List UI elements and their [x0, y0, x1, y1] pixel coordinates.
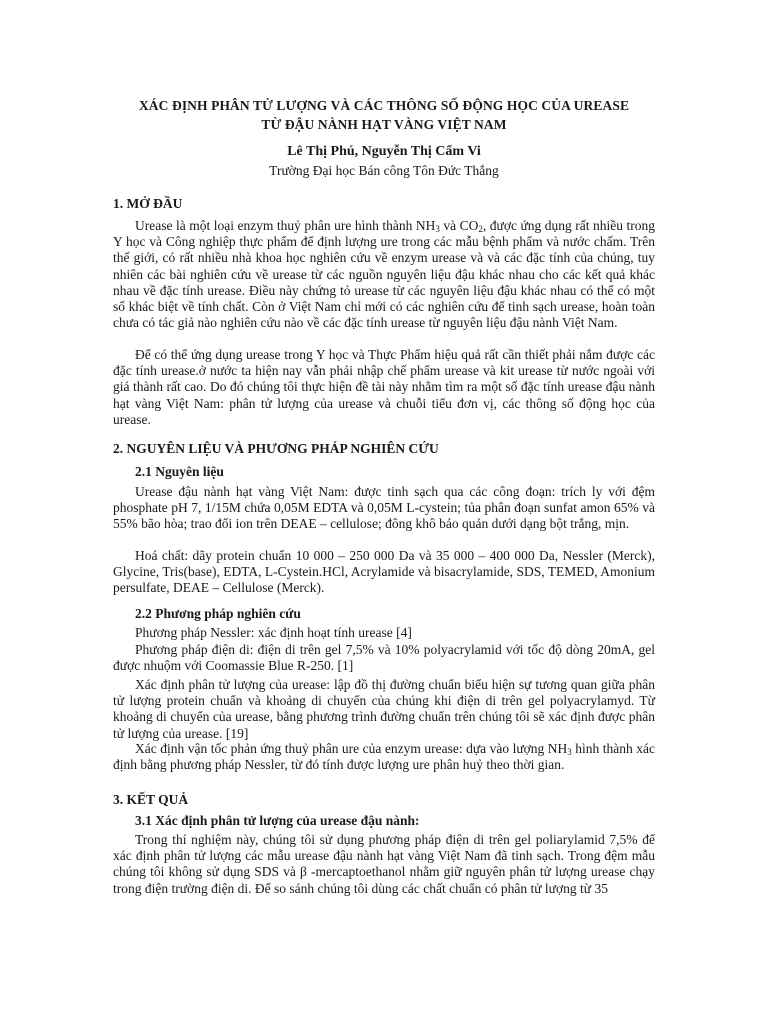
authors: Lê Thị Phú, Nguyễn Thị Cẩm Vi: [287, 144, 481, 159]
section-2-1-heading: 2.1 Nguyên liệu: [135, 464, 224, 479]
section-2-2-paragraph-3: Xác định phân tử lượng của urease: lập đồ thị đường chuẩn biểu hiện sự tương quan giữa phân tử lượng protein chuẩn và khoảng di chuyển của chúng khi điện di trên gel polyacrylamyd. Từ khoảng di chuyển của urease, bằng phương trình đường chuẩn trên chúng tôi sẽ xác định được phân tử lượng của urease. [19]: [113, 677, 655, 741]
subscript: 2: [478, 224, 483, 234]
text-run: , được ứng dụng rất nhiều trong Y học và Công nghiệp thực phẩm để định lượng ure trong các mẫu bệnh phẩm và nước chấm. Trên thế giới, có rất nhiều nhà khoa học nghiên cứu về enzym urease và và các đặc tính của chúng, tuy nhiên các bài nghiên cứu về urease từ các nguồn nguyên liệu đậu khác nhau cho các kết quả khác nhau về đặc tính urease. Điều này chứng tỏ urease từ các nguyên liệu đậu khác nhau có thể có một số khác biệt về tính chất. Còn ở Việt Nam chỉ mới có các nghiên cứu để tinh sạch urease, hoàn toàn chưa có tác giả nào nghiên cứu nào về các đặc tính urease từ nguyên liệu đậu nành Việt Nam.: [113, 218, 656, 331]
text-run: hình thành xác định bằng phương pháp Nessler, từ đó tính được lượng ure phân huỷ theo thời gian.: [113, 741, 655, 773]
text-run: Xác định vận tốc phản ứng thuỷ phân ure của enzym urease: dựa vào lượng NH: [135, 741, 568, 756]
text-run: Urease là một loại enzym thuỷ phân ure hình thành NH: [135, 218, 436, 233]
subscript: 3: [435, 224, 440, 234]
section-2-2-paragraph-4: [113, 741, 655, 773]
section-3-1-heading: 3.1 Xác định phân tử lượng của urease đậu nành:: [135, 813, 420, 828]
section-2-1-paragraph-2: Hoá chất: dãy protein chuẩn 10 000 – 250 000 Da và 35 000 – 400 000 Da, Nessler (Merck), Glycine, Tris(base), EDTA, L-Cystein.HCl, Acrylamide và bisacrylamide, SDS, TEMED, Amonium persulfate, DEAE – Cellulose (Merck).: [113, 548, 655, 596]
section-1-heading: 1. MỞ ĐẦU: [113, 196, 183, 211]
section-2-2-heading: 2.2 Phương pháp nghiên cứu: [135, 606, 301, 621]
section-2-2-paragraph-2: Phương pháp điện di: điện di trên gel 7,5% và 10% polyacrylamid với tốc độ dòng 20mA, gel được nhuộm với Coomassie Blue R-250. [1]: [113, 642, 655, 674]
section-3-1-paragraph-1: Trong thí nghiệm này, chúng tôi sử dụng phương pháp điện di trên gel poliarylamid 7,5% để xác định phân tử lượng các mẫu urease đậu nành hạt vàng Việt Nam đã tinh sạch. Trong đệm mẫu chúng tôi không sử dụng SDS và β -mercaptoethanol nhằm giữ nguyên phân tử lượng urease chạy trong điện trường điện di. Để so sánh chúng tôi dùng các chất chuẩn có phân tử lượng từ 35: [113, 832, 655, 896]
title-line-1: XÁC ĐỊNH PHÂN TỬ LƯỢNG VÀ CÁC THÔNG SỐ ĐỘNG HỌC CỦA UREASE: [138, 98, 630, 113]
affiliation: Trường Đại học Bán công Tôn Đức Thắng: [269, 163, 499, 178]
section-2-1-paragraph-1: Urease đậu nành hạt vàng Việt Nam: được tinh sạch qua các công đoạn: trích ly với đệm phosphate pH 7, 1/15M chứa 0,05M EDTA và 0,05M L-cystein; tủa phân đoạn sunfat amon 65% và 55% bão hòa; trao đổi ion trên DEAE – cellulose; đông khô bảo quản dưới dạng bột trắng, mịn.: [113, 484, 655, 532]
paper-title: [100, 96, 668, 134]
text-run: và CO: [439, 218, 479, 233]
section-2-heading: 2. NGUYÊN LIỆU VÀ PHƯƠNG PHÁP NGHIÊN CỨU: [113, 441, 439, 456]
section-1-paragraph-2: Để có thể ứng dụng urease trong Y học và Thực Phẩm hiệu quả rất cần thiết phải nắm được các đặc tính urease.ở nước ta hiện nay vẫn phải nhập chế phẩm urease và kit urease từ nước ngoài với giá thành rất cao. Do đó chúng tôi thực hiện đề tài này nhằm tìm ra một số đặc tính urease đậu nành hạt vàng Việt Nam: phân tử lượng của urease và chuỗi tiểu đơn vị, các thông số động học của urease.: [113, 347, 655, 427]
subscript: 3: [567, 747, 572, 757]
title-line-2: TỪ ĐẬU NÀNH HẠT VÀNG VIỆT NAM: [261, 117, 507, 132]
section-2-2-paragraph-1: Phương pháp Nessler: xác định hoạt tính urease [4]: [135, 625, 412, 640]
section-3-heading: 3. KẾT QUẢ: [113, 792, 189, 807]
section-1-paragraph-1: [113, 218, 655, 331]
